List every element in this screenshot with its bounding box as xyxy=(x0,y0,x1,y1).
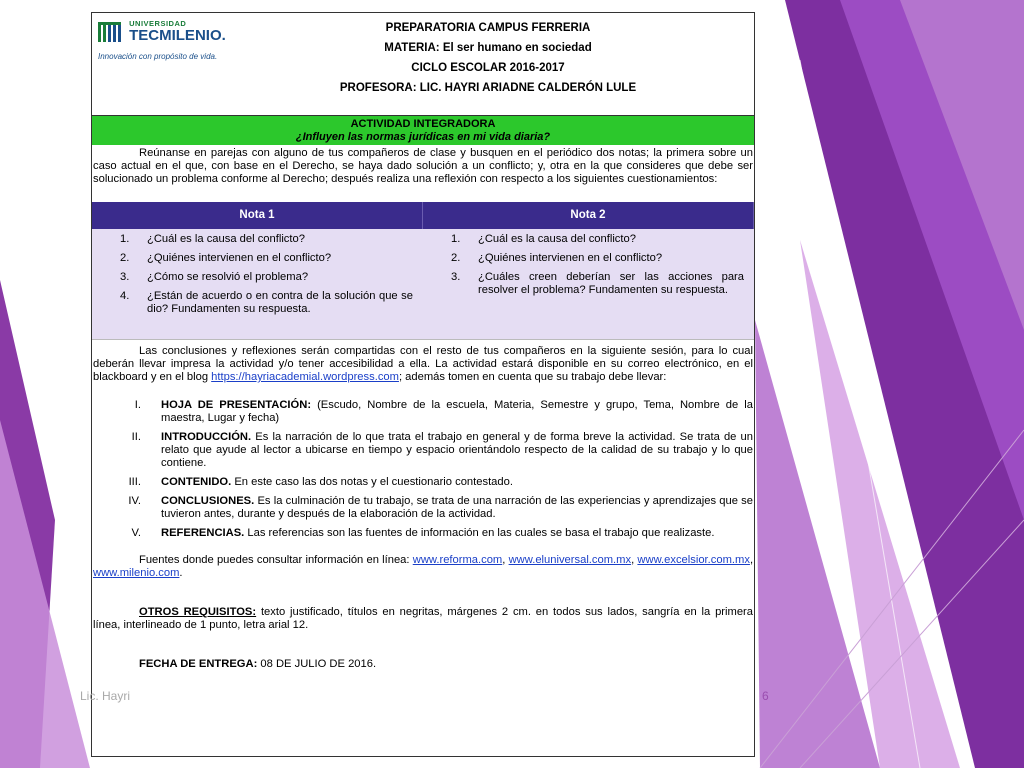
instructions-text: Reúnanse en parejas con alguno de tus compañeros de clase y busquen en el periódico dos notas; la primera sobre un caso actual en el que, con base en el Derecho, se haya dado solución a un conflicto; y, otra en la que consideres que debe ser solucionado un problema conforme al Derecho; después realiza una reflexión con respecto a los siguientes cuestionamientos: xyxy=(93,147,753,185)
other-requirements xyxy=(93,606,753,632)
requirement-text xyxy=(141,476,753,489)
blog-link[interactable]: https://hayriacademial.wordpress.com xyxy=(211,371,399,383)
note-2-question-item-text: ¿Quiénes intervienen en el conflicto? xyxy=(478,252,663,264)
note-1-question-item xyxy=(120,290,413,316)
activity-banner xyxy=(92,116,754,145)
note-1-question-item-number: 3. xyxy=(120,271,130,283)
other-requirements-label: OTROS REQUISITOS: xyxy=(139,606,257,618)
activity-instructions xyxy=(92,145,754,186)
left-purple-triangle-light xyxy=(0,420,90,768)
requirement-description: Es la narración de lo que trata el trabajo en general y de forma breve la actividad. Se trata de un relato que ayude al lector a ubicarse en tiempo y espacio orientándolo respecto de la calidad de su trabajo y lo que contiene. xyxy=(161,431,753,469)
logo-brand-name: TECMILENIO. xyxy=(129,27,226,44)
slide-page-number: 6 xyxy=(762,689,769,703)
requirement-title: CONTENIDO. xyxy=(161,476,232,488)
requirement-text xyxy=(141,527,753,540)
subject-line: MATERIA: El ser humano en sociedad xyxy=(384,42,592,54)
conclusions-text-end: ; además tomen en cuenta que su trabajo debe llevar: xyxy=(398,371,667,383)
source-link-excelsior[interactable]: www.excelsior.com.mx xyxy=(637,554,750,566)
requirement-item xyxy=(93,495,753,521)
logo-tagline: Innovación con propósito de vida. xyxy=(98,52,218,61)
note-2-questions xyxy=(423,229,754,339)
requirement-item xyxy=(93,399,753,425)
requirement-description: (Escudo, Nombre de la escuela, Materia, Semestre y grupo, Tema, Nombre de la maestra, Lugar y fecha) xyxy=(161,399,753,424)
requirement-number: V. xyxy=(131,527,141,539)
requirement-number: II. xyxy=(131,431,141,443)
note-1-question-item-text: ¿Cómo se resolvió el problema? xyxy=(147,271,309,283)
sources-prefix: Fuentes donde puedes consultar información en línea: xyxy=(139,554,410,566)
note-1-question-item xyxy=(120,233,413,246)
note-1-question-item-text: ¿Cuál es la causa del conflicto? xyxy=(147,233,305,245)
requirement-item xyxy=(93,527,753,540)
school-name: PREPARATORIA CAMPUS FERRERIA xyxy=(385,22,591,34)
tecmilenio-logo-icon xyxy=(98,22,124,44)
note-2-question-item-number: 2. xyxy=(451,252,461,264)
requirement-title: REFERENCIAS. xyxy=(161,527,245,539)
document-header xyxy=(92,13,754,116)
note-1-question-item-text: ¿Están de acuerdo o en contra de la solución que se dio? Fundamenten su respuesta. xyxy=(147,290,413,315)
due-date-value: 08 DE JULIO DE 2016. xyxy=(257,658,377,670)
requirement-text xyxy=(141,431,753,470)
requirements-list xyxy=(93,399,753,540)
note-2-question-item-number: 1. xyxy=(451,233,461,245)
notes-table-body xyxy=(92,229,754,340)
due-date xyxy=(93,658,753,671)
requirement-item xyxy=(93,431,753,470)
requirement-number: IV. xyxy=(128,495,141,507)
note-2-header: Nota 2 xyxy=(423,202,754,229)
note-2-question-item-number: 3. xyxy=(451,271,461,283)
note-1-question-item-number: 1. xyxy=(120,233,130,245)
requirement-title: CONCLUSIONES. xyxy=(161,495,255,507)
activity-title: ACTIVIDAD INTEGRADORA xyxy=(350,118,496,130)
requirement-number: III. xyxy=(128,476,141,488)
logo-university-label: UNIVERSIDAD xyxy=(129,19,187,28)
conclusions-paragraph xyxy=(92,340,754,671)
note-2-question-item xyxy=(451,271,744,297)
requirement-text xyxy=(141,495,753,521)
teacher-line: PROFESORA: LIC. HAYRI ARIADNE CALDERÓN LULE xyxy=(339,82,637,94)
due-date-label: FECHA DE ENTREGA: xyxy=(139,658,258,670)
university-logo xyxy=(98,19,238,63)
source-link-milenio[interactable]: www.milenio.com xyxy=(93,567,180,579)
requirement-title: HOJA DE PRESENTACIÓN: xyxy=(161,399,312,411)
requirement-number: I. xyxy=(134,399,141,411)
activity-question: ¿Influyen las normas jurídicas en mi vida diaria? xyxy=(295,131,551,143)
note-1-header: Nota 1 xyxy=(92,202,423,229)
requirement-description: En este caso las dos notas y el cuestionario contestado. xyxy=(231,476,513,488)
requirement-item xyxy=(93,476,753,489)
note-1-questions xyxy=(92,229,423,339)
document-page xyxy=(91,12,755,757)
note-1-question-item xyxy=(120,252,413,265)
sources-paragraph: Fuentes donde puedes consultar información en línea: www.reforma.com, www.eluniversal.com.mx, www.excelsior.com.mx, www.milenio.com. xyxy=(93,554,754,579)
source-link-reforma[interactable]: www.reforma.com xyxy=(412,554,503,566)
notes-table-header xyxy=(92,202,754,229)
school-year: CICLO ESCOLAR 2016-2017 xyxy=(411,62,565,74)
requirement-description: Las referencias son las fuentes de información en las cuales se basa el trabajo que realizaste. xyxy=(244,527,715,539)
requirement-title: INTRODUCCIÓN. xyxy=(161,431,252,443)
requirement-description: Es la culminación de tu trabajo, se trata de una narración de las experiencias y aprendizajes que se tuvieron antes, durante y después de la elaboración de la actividad. xyxy=(161,495,753,520)
note-2-question-item xyxy=(451,233,744,246)
conclusions-text: Las conclusiones y reflexiones serán compartidas con el resto de tus compañeros en la siguiente sesión, para lo cual deberán llevar impresa la actividad y/o tener accesibilidad a ella. La actividad estará disponible en su correo electrónico, en el blackboard y en el blog xyxy=(93,345,753,383)
note-1-question-item xyxy=(120,271,413,284)
slide-footer-text: Lic. Hayri xyxy=(80,689,131,703)
note-2-question-item-text: ¿Cuál es la causa del conflicto? xyxy=(478,233,636,245)
note-2-question-item-text: ¿Cuáles creen deberían ser las acciones para resolver el problema? Fundamenten su respuesta. xyxy=(478,271,744,296)
note-1-question-item-text: ¿Quiénes intervienen en el conflicto? xyxy=(147,252,332,264)
note-2-question-item xyxy=(451,252,744,265)
requirement-text xyxy=(141,399,753,425)
source-link-eluniversal[interactable]: www.eluniversal.com.mx xyxy=(508,554,632,566)
note-1-question-item-number: 4. xyxy=(120,290,130,302)
note-1-question-item-number: 2. xyxy=(120,252,130,264)
other-requirements-text: texto justificado, títulos en negritas, márgenes 2 cm. en todos sus lados, sangría en la primera línea, interlineado de 1 punto, letra arial 12. xyxy=(93,606,753,631)
